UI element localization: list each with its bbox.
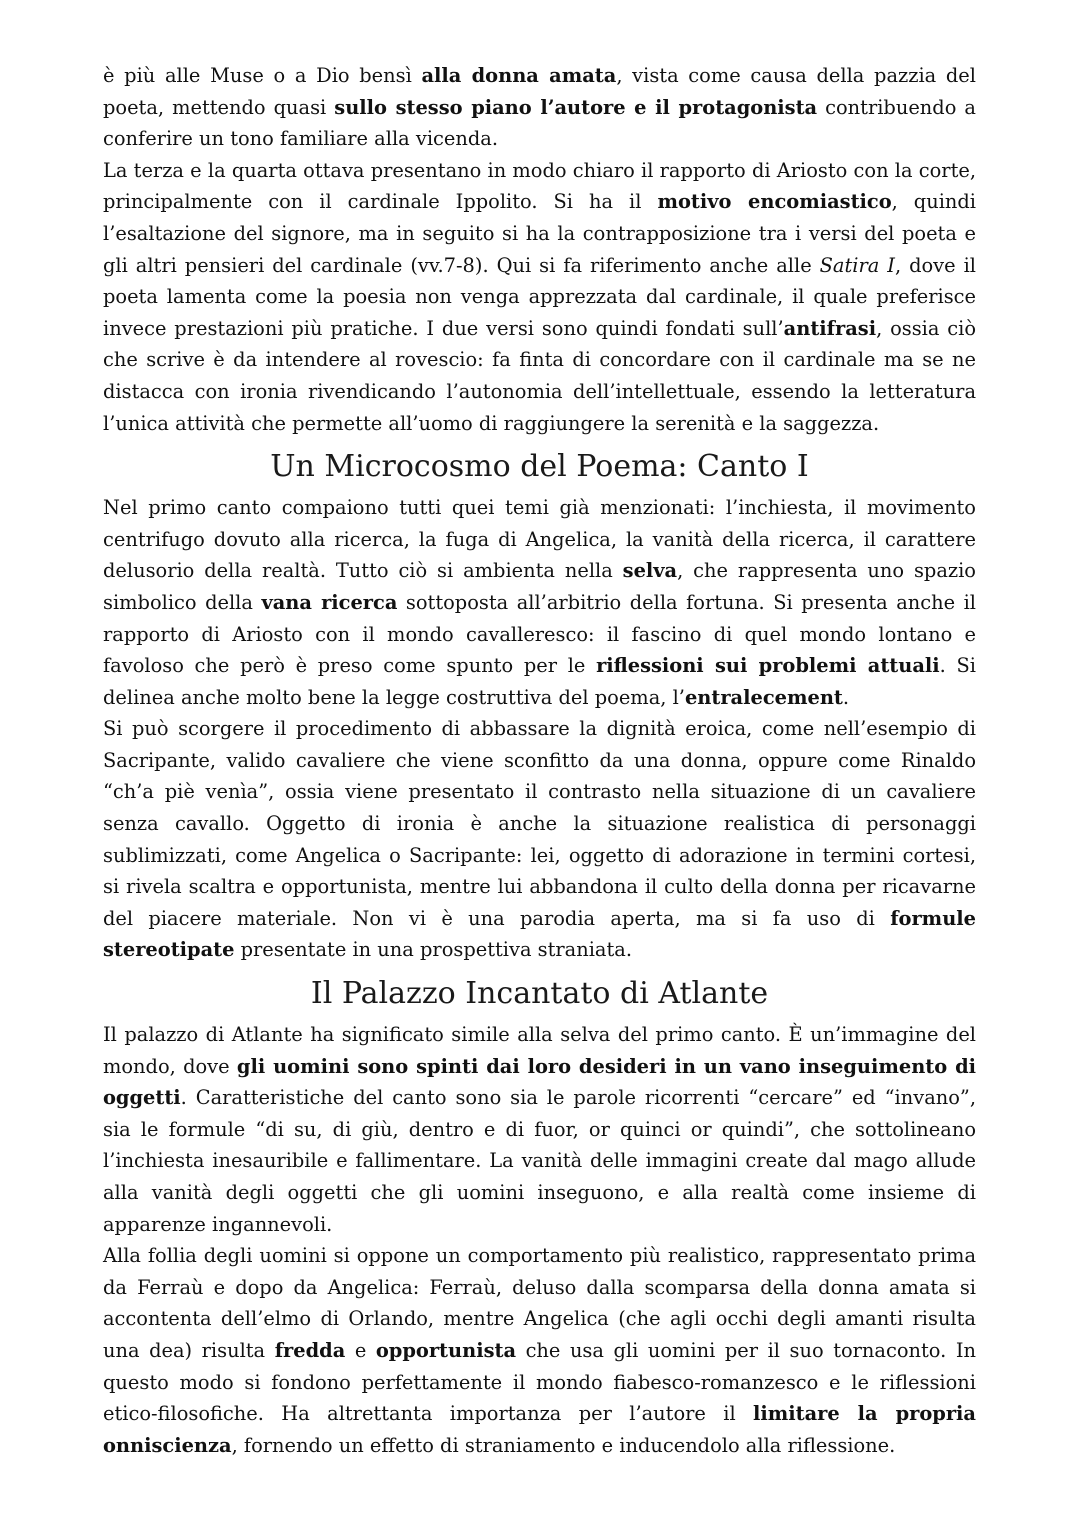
bold-text: opportunista bbox=[375, 1338, 517, 1362]
text-run: , fornendo un effetto di straniamento e inducendolo alla riflessione. bbox=[231, 1433, 896, 1457]
section-canto-i bbox=[103, 447, 976, 966]
text-run: è più alle Muse o a Dio bensì bbox=[103, 64, 422, 87]
section-heading: Il Palazzo Incantato di Atlante bbox=[310, 976, 769, 1012]
paragraph bbox=[103, 60, 976, 155]
paragraph bbox=[103, 1240, 976, 1461]
paragraph bbox=[103, 155, 976, 439]
text-run: . Si delinea anche molto bene la legge costruttiva del poema, l’ bbox=[103, 654, 976, 709]
bold-text: formule stereotipate bbox=[103, 906, 976, 962]
text-run: , quindi l’esaltazione del signore, ma in seguito si ha la contrapposizione tra i versi del poeta e gli altri pensieri del cardinale (vv.7-8). Qui si fa riferimento anche alle bbox=[103, 190, 977, 277]
bold-text: riflessioni sui problemi attuali bbox=[596, 654, 940, 678]
bold-text: selva bbox=[622, 559, 678, 583]
text-run: contribuendo a conferire un tono familiare alla vicenda. bbox=[103, 95, 976, 151]
section-intro bbox=[103, 60, 976, 439]
paragraph bbox=[103, 713, 976, 966]
bold-text: alla donna amata bbox=[421, 64, 617, 87]
bold-text: fredda bbox=[274, 1338, 346, 1362]
paragraph bbox=[103, 492, 976, 713]
bold-text: gli uomini sono spinti dai loro desideri in un vano inseguimento di oggetti bbox=[103, 1054, 976, 1110]
section-palazzo-atlante bbox=[103, 974, 976, 1461]
bold-text: limitare la propria onniscienza bbox=[103, 1402, 976, 1457]
bold-text: sullo stesso piano l’autore e il protagonista bbox=[334, 95, 818, 119]
text-run: presentate in una prospettiva straniata. bbox=[234, 938, 633, 962]
bold-text: entralecement bbox=[684, 685, 843, 709]
bold-text: antifrasi bbox=[783, 316, 877, 340]
text-run: . Caratteristiche del canto sono sia le parole ricorrenti “cercare” ed “invano”, sia le formule “di su, di giù, dentro e di fuor, or quinci or quindi”, che sottolineano l’inchiesta inesauribile e fallimentare. La vanità delle immagini create dal mago allude alla vanità degli oggetti che gli uomini inseguono, e alla realtà come insieme di apparenze ingannevoli. bbox=[103, 1086, 976, 1236]
text-run: La terza e la quarta ottava presentano in modo chiaro il rapporto di Ariosto con la corte, principalmente con il cardinale Ippolito. Si ha il bbox=[103, 158, 976, 214]
section-heading: Un Microcosmo del Poema: Canto I bbox=[270, 449, 809, 485]
text-run: , dove il poeta lamenta come la poesia non venga apprezzata dal cardinale, il quale preferisce invece prestazioni più pratiche. I due versi sono quindi fondati sull’ bbox=[103, 253, 976, 340]
text-run: , vista come causa della pazzia del poeta, mettendo quasi bbox=[103, 64, 976, 119]
text-run: Si può scorgere il procedimento di abbassare la dignità eroica, come nell’esempio di Sacripante, valido cavaliere che viene sconfitto da una donna, oppure come Rinaldo “ch’a piè venìa”, ossia viene presentato il contrasto nella situazione di un cavaliere senza cavallo. Oggetto di ironia è anche la situazione realistica di personaggi sublimizzati, come Angelica o Sacripante: lei, oggetto di adorazione in termini cortesi, si rivela scaltra e opportunista, mentre lui abbandona il culto della donna per ricavarne del piacere materiale. Non vi è una parodia aperta, ma si fa uso di bbox=[103, 717, 976, 930]
text-run: Il palazzo di Atlante ha significato simile alla selva del primo canto. È un’immagine del mondo, dove bbox=[103, 1023, 976, 1078]
italic-text: Satira I bbox=[819, 253, 895, 277]
bold-text: motivo encomiastico bbox=[657, 190, 892, 214]
paragraph bbox=[103, 1019, 976, 1240]
text-run: , che rappresenta uno spazio simbolico della bbox=[103, 559, 976, 614]
text-run: . bbox=[842, 685, 850, 709]
text-run: che usa gli uomini per il suo tornaconto. In questo modo si fondono perfettamente il mondo fiabesco-romanzesco e le riflessioni etico-filosofiche. Ha altrettanta importanza per l’autore il bbox=[103, 1338, 976, 1426]
text-run: , ossia ciò che scrive è da intendere al rovescio: fa finta di concordare con il cardinale ma se ne distacca con ironia rivendicando l’autonomia dell’intellettuale, essendo la letteratura l’unica attività che permette all’uomo di raggiungere la serenità e la saggezza. bbox=[103, 316, 976, 435]
text-run: Nel primo canto compaiono tutti quei temi già menzionati: l’inchiesta, il movimento centrifugo dovuto alla ricerca, la fuga di Angelica, la vanità della ricerca, il carattere delusorio della realtà. Tutto ciò si ambienta nella bbox=[103, 496, 976, 583]
text-run: e bbox=[345, 1338, 376, 1362]
text-run: sottoposta all’arbitrio della fortuna. Si presenta anche il rapporto di Ariosto con il mondo cavalleresco: il fascino di quel mondo lontano e favoloso che però è preso come spunto per le bbox=[103, 590, 976, 678]
text-run: Alla follia degli uomini si oppone un comportamento più realistico, rappresentato prima da Ferraù e dopo da Angelica: Ferraù, deluso dalla scomparsa della donna amata si accontenta dell’elmo di Orlando, mentre Angelica (che agli occhi degli amanti risulta una dea) risulta bbox=[103, 1244, 976, 1362]
bold-text: vana ricerca bbox=[261, 590, 398, 614]
